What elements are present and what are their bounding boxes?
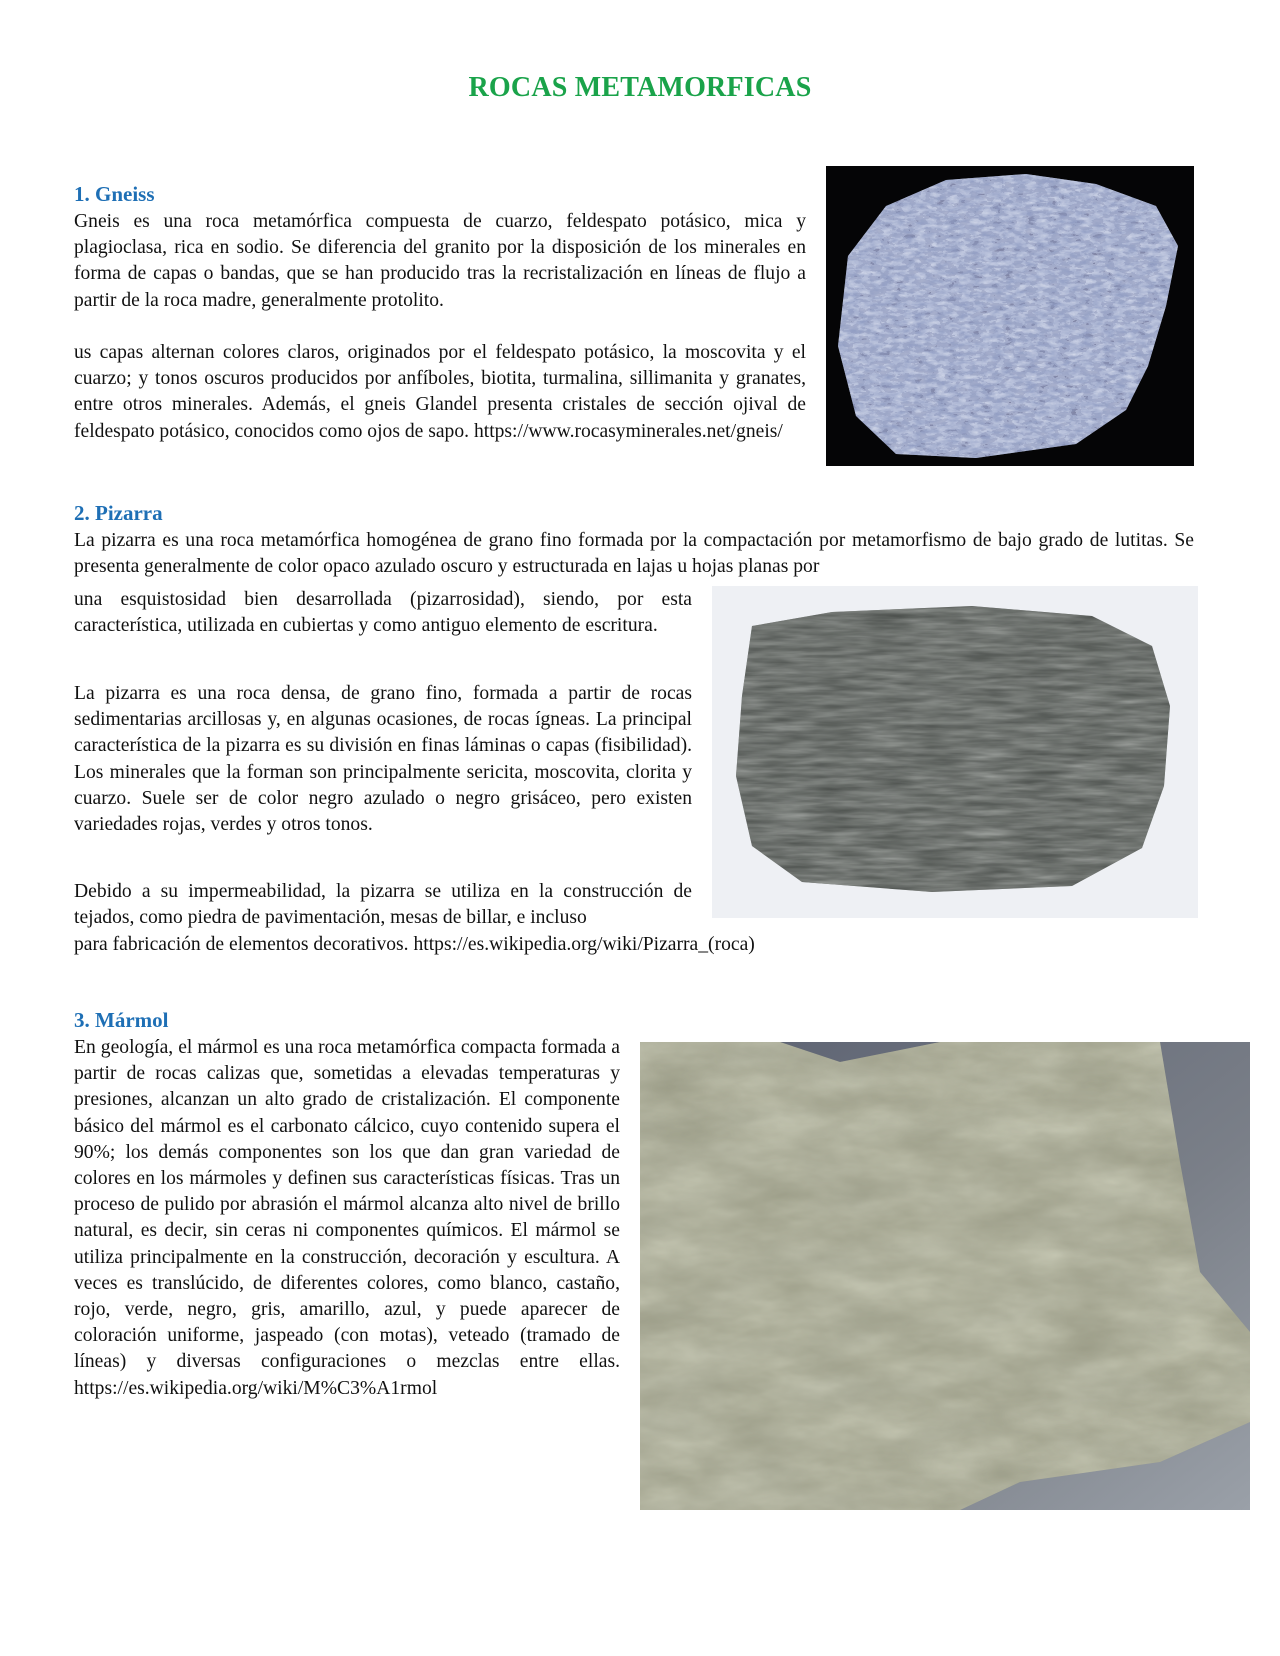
pizarra-paragraph-2: una esquistosidad bien desarrollada (pizarrosidad), siendo, por esta característica, utilizada en cubiertas y como antiguo elemento de escritura. <box>74 589 692 637</box>
pizarra-paragraph-4: Debido a su impermeabilidad, la pizarra se utiliza en la construcción de tejados, como piedra de pavimentación, mesas de billar, e incluso <box>74 881 692 929</box>
page-title: ROCAS METAMORFICAS <box>468 72 812 103</box>
heading-marmol: 3. Mármol <box>74 1008 169 1032</box>
pizarra-paragraph-1: La pizarra es una roca metamórfica homogénea de grano fino formada por la compactación por metamorfismo de bajo grado de lutitas. Se presenta generalmente de color opaco azulado oscuro y estructurada en lajas u hojas planas por <box>74 530 1194 578</box>
gneiss-paragraph-2: us capas alternan colores claros, originados por el feldespato potásico, la moscovita y el cuarzo; y tonos oscuros producidos por anfíboles, biotita, turmalina, sillimanita y granates, entre otros minerales. Además, el gneis Glandel presenta cristales de sección ojival de feldespato potásico, conocidos como ojos de sapo. https://www.rocasyminerales.net/gneis/ <box>74 342 806 442</box>
pizarra-photo <box>712 586 1198 918</box>
pizarra-paragraph-3: La pizarra es una roca densa, de grano fino, formada a partir de rocas sedimentarias arcillosas y, en algunas ocasiones, de rocas ígneas. La principal característica de la pizarra es su división en finas láminas o capas (fisibilidad). Los minerales que la forman son principalmente sericita, moscovita, clorita y cuarzo. Suele ser de color negro azulado o negro grisáceo, pero existen variedades rojas, verdes y otros tonos. <box>74 683 692 836</box>
heading-gneiss: 1. Gneiss <box>74 182 155 206</box>
pizarra-paragraph-5: para fabricación de elementos decorativos. https://es.wikipedia.org/wiki/Pizarra_(roca) <box>74 934 755 955</box>
heading-pizarra: 2. Pizarra <box>74 501 163 525</box>
marmol-paragraph-1: En geología, el mármol es una roca metamórfica compacta formada a partir de rocas calizas que, sometidas a elevadas temperaturas y presiones, alcanzan un alto grado de cristalización. El componente básico del mármol es el carbonato cálcico, cuyo contenido supera el 90%; los demás componentes son los que dan gran variedad de colores en los mármoles y definen sus características físicas. Tras un proceso de pulido por abrasión el mármol alcanza alto nivel de brillo natural, es decir, sin ceras ni componentes químicos. El mármol se utiliza principalmente en la construcción, decoración y escultura. A veces es translúcido, de diferentes colores, como blanco, castaño, rojo, verde, negro, gris, amarillo, azul, y puede aparecer de coloración uniforme, jaspeado (con motas), veteado (tramado de líneas) y diversas configuraciones o mezclas entre ellas. https://es.wikipedia.org/wiki/M%C3%A1rmol <box>74 1037 620 1399</box>
marmol-photo <box>640 1042 1250 1510</box>
gneiss-paragraph-1: Gneis es una roca metamórfica compuesta de cuarzo, feldespato potásico, mica y plagioclasa, rica en sodio. Se diferencia del granito por la disposición de los minerales en forma de capas o bandas, que se han producido tras la recristalización en líneas de flujo a partir de la roca madre, generalmente protolito. <box>74 211 806 311</box>
gneiss-photo <box>826 166 1194 466</box>
